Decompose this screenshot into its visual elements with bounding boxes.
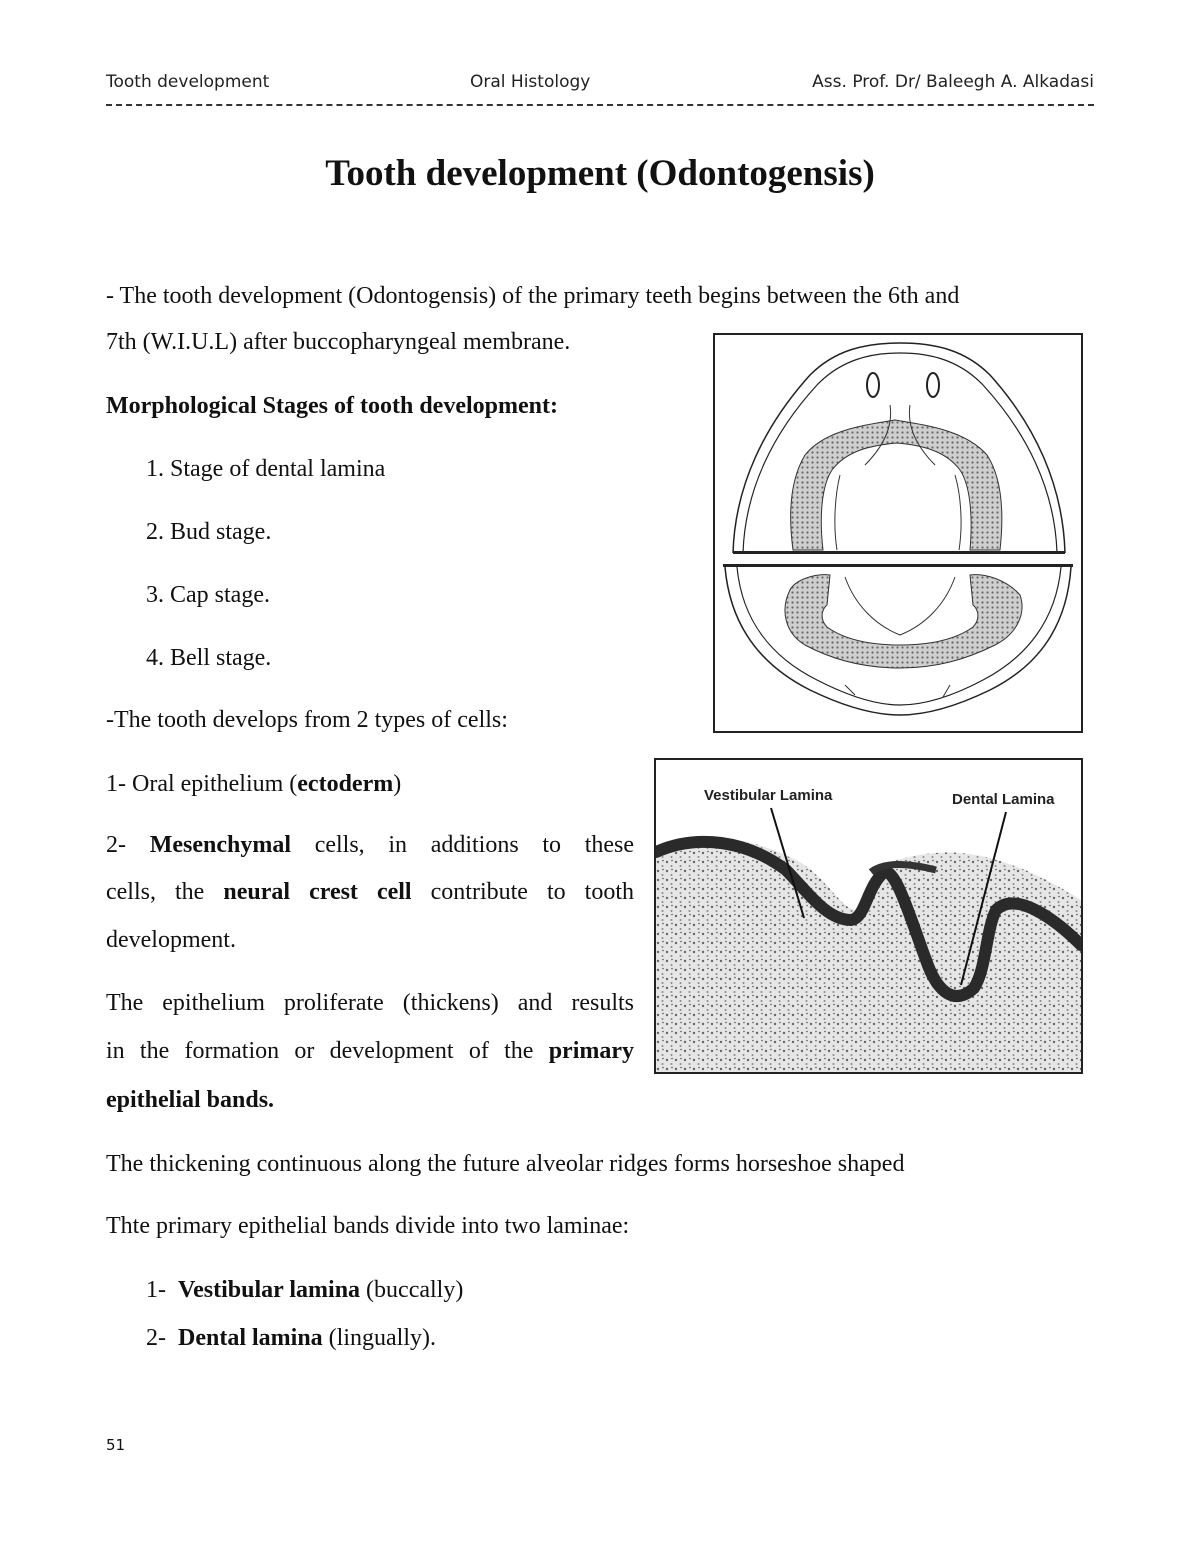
stage-item: 1. Stage of dental lamina [146, 456, 386, 482]
stages-heading: Morphological Stages of tooth development: [106, 393, 558, 419]
intro-line-1: - The tooth development (Odontogensis) of the primary teeth begins between the 6th and [106, 283, 960, 309]
cells-lead: -The tooth develops from 2 types of cells: [106, 707, 508, 733]
cell-type-2-line-2 [106, 879, 634, 906]
epithelium-line-1: The epithelium proliferate (thickens) and results [106, 990, 634, 1016]
lamina-rest: (buccally) [366, 1277, 464, 1303]
lamina-item [146, 1276, 463, 1305]
horseshoe-diagram [715, 335, 1081, 731]
lamina-histology-figure [654, 758, 1083, 1074]
intro-line-2: 7th (W.I.U.L) after buccopharyngeal membrane. [106, 329, 571, 355]
epithelium-line-3: epithelial bands. [106, 1087, 275, 1113]
cell-type-2-line-2-bold: neural crest cell [223, 879, 412, 905]
cell-type-2-line-2-b: contribute to tooth [430, 879, 635, 905]
cell-type-1-bold: ectoderm [297, 771, 394, 797]
header-divider [106, 104, 1094, 106]
lamina-histology [656, 760, 1081, 1072]
thickening-text: The thickening continuous along the future alveolar ridges forms horseshoe shaped [106, 1151, 905, 1177]
cell-type-2-line-2-a: cells, the [106, 879, 205, 905]
epithelium-line-2-text: in the formation or development of the [106, 1038, 534, 1064]
cell-type-1 [106, 770, 401, 799]
cell-type-1-suffix: ) [393, 771, 402, 797]
stage-item: 3. Cap stage. [146, 582, 270, 608]
cell-type-2-bold: Mesenchymal [149, 832, 291, 858]
stage-item: 2. Bud stage. [146, 519, 272, 545]
page-title: Tooth development (Odontogensis) [325, 153, 875, 194]
lamina-num: 1- [146, 1277, 166, 1303]
cell-type-2-rest: cells, in additions to these [314, 832, 635, 858]
lamina-num: 2- [146, 1325, 166, 1351]
horseshoe-diagram-figure [713, 333, 1083, 733]
lamina-bold: Dental lamina [178, 1325, 323, 1351]
divide-text: Thte primary epithelial bands divide into two laminae: [106, 1213, 630, 1239]
cell-type-2-line-1 [106, 832, 634, 859]
header-left: Tooth development [106, 72, 270, 92]
lamina-rest: (lingually). [328, 1325, 436, 1351]
epithelium-line-2 [106, 1038, 634, 1065]
cell-type-2-line-3: development. [106, 927, 236, 953]
epithelium-line-2-bold: primary [548, 1038, 634, 1064]
stage-item: 4. Bell stage. [146, 645, 272, 671]
vestibular-lamina-label: Vestibular Lamina [704, 787, 833, 804]
cell-type-2-num: 2- [106, 832, 126, 858]
page-number: 51 [106, 1436, 126, 1454]
cell-type-1-prefix: 1- Oral epithelium ( [106, 771, 298, 797]
lamina-item [146, 1324, 436, 1353]
header-right: Ass. Prof. Dr/ Baleegh A. Alkadasi [812, 72, 1094, 92]
header-center: Oral Histology [470, 72, 591, 92]
lamina-bold: Vestibular lamina [178, 1277, 361, 1303]
dental-lamina-label: Dental Lamina [952, 791, 1055, 808]
